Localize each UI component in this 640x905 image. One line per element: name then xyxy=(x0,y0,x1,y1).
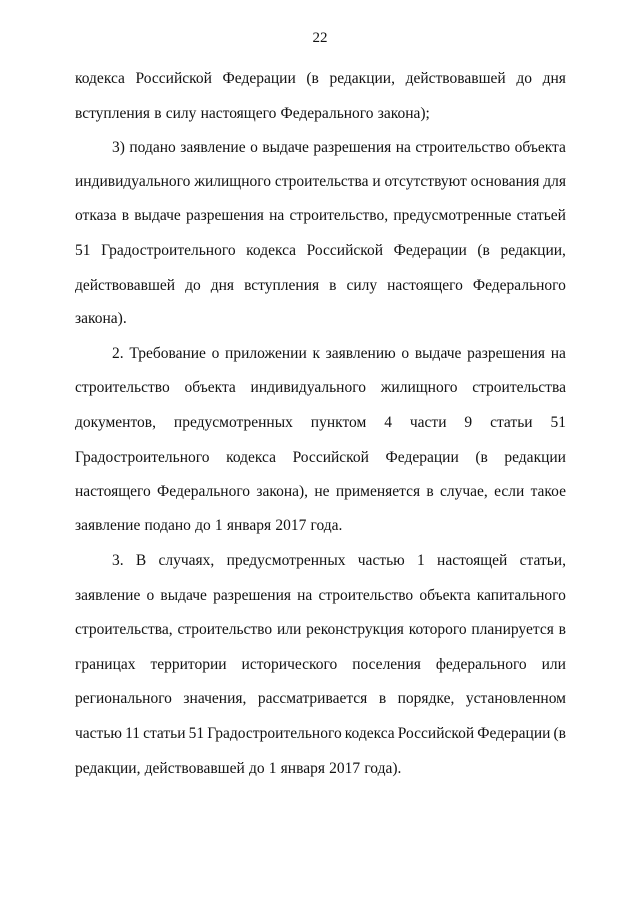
word: пунктом xyxy=(310,414,367,431)
word: на xyxy=(269,207,285,224)
word: частью xyxy=(357,552,405,569)
word: заявление xyxy=(75,517,141,534)
word: кодекса xyxy=(75,70,125,87)
word: 51 xyxy=(75,242,91,259)
word: Федерального xyxy=(280,105,374,122)
word: территории xyxy=(150,656,227,673)
word: капитального xyxy=(476,587,566,604)
word: Федерального xyxy=(472,277,566,294)
word: поселения xyxy=(352,656,421,673)
text-line xyxy=(75,204,566,228)
word: которого xyxy=(408,621,467,638)
word: исторического xyxy=(241,656,338,673)
word: января xyxy=(226,517,272,534)
word: жилищного xyxy=(194,173,271,190)
word: применяется xyxy=(335,483,421,500)
word: в xyxy=(426,483,434,500)
word: настоящего xyxy=(200,105,277,122)
word: или xyxy=(541,656,566,673)
word: силу xyxy=(165,105,197,122)
word: основания xyxy=(470,173,540,190)
word: Федерального xyxy=(157,483,251,500)
word: к xyxy=(312,345,320,362)
word: 2017 xyxy=(329,760,361,777)
word: строительство, xyxy=(289,207,389,224)
word: в xyxy=(378,690,387,707)
word: 9 xyxy=(464,414,473,431)
word: Федерации xyxy=(477,725,551,742)
word: Российской xyxy=(292,449,369,466)
word: января xyxy=(280,760,325,777)
word: значения, xyxy=(183,690,247,707)
word: закона), xyxy=(256,483,309,500)
text-line xyxy=(75,170,566,194)
word: для xyxy=(543,173,566,190)
word: 4 xyxy=(384,414,392,431)
word: случаях, xyxy=(158,552,215,569)
word: о xyxy=(401,345,410,362)
word: предусмотренных xyxy=(173,414,293,431)
word: года). xyxy=(364,760,402,777)
word: 51 xyxy=(188,725,205,742)
word: частью xyxy=(75,725,122,742)
word: документов, xyxy=(75,414,156,431)
text-line xyxy=(75,67,566,91)
text-line xyxy=(75,239,566,263)
word: дня xyxy=(210,277,235,294)
word: жилищного xyxy=(380,379,458,396)
word: установленном xyxy=(465,690,566,707)
word: кодекса xyxy=(226,449,276,466)
text-line xyxy=(75,102,566,126)
word: Градостроительного xyxy=(101,242,236,259)
word: статьи xyxy=(490,414,533,431)
word: (в xyxy=(306,70,319,87)
word: Градостроительного xyxy=(207,725,342,742)
word: выдаче xyxy=(262,139,309,156)
text-line xyxy=(75,411,566,435)
word: (в xyxy=(553,725,566,742)
word: статьи, xyxy=(519,552,566,569)
word: Федерации xyxy=(222,70,296,87)
word: заявлению xyxy=(325,345,396,362)
word: выдаче xyxy=(134,207,181,224)
text-line xyxy=(112,342,566,366)
text-line xyxy=(75,722,566,746)
word: статьей xyxy=(516,207,566,224)
word: в xyxy=(154,105,162,122)
word: Федерации xyxy=(385,449,459,466)
word: настоящей xyxy=(437,552,508,569)
text-line xyxy=(75,618,566,642)
word: не xyxy=(314,483,330,500)
word: объекта xyxy=(184,379,236,396)
word: настоящего xyxy=(75,483,151,500)
word: 3) xyxy=(112,139,125,156)
word: силу xyxy=(346,277,378,294)
text-line xyxy=(75,653,566,677)
word: разрешения xyxy=(467,345,545,362)
word: реконструкция xyxy=(306,621,404,638)
word: предусмотренные xyxy=(393,207,512,224)
word: объекта xyxy=(514,139,566,156)
word: строительство xyxy=(415,139,511,156)
text-line xyxy=(75,514,566,538)
word: случае, xyxy=(440,483,488,500)
word: кодекса xyxy=(344,725,395,742)
word: 1 xyxy=(268,760,277,777)
word: действовавшей xyxy=(75,277,176,294)
word: Градостроительного xyxy=(75,449,210,466)
word: регионального xyxy=(75,690,172,707)
text-line xyxy=(112,549,566,573)
word: на xyxy=(297,587,313,604)
word: 1 xyxy=(214,517,223,534)
word: статьи xyxy=(143,725,186,742)
word: рассматривается xyxy=(257,690,368,707)
word: Российской xyxy=(397,725,475,742)
word: 51 xyxy=(550,414,566,431)
word: и xyxy=(372,173,381,190)
word: дня xyxy=(542,70,566,87)
word: В xyxy=(135,552,147,569)
word: строительство xyxy=(75,379,170,396)
word: объекта xyxy=(419,587,471,604)
word: заявление xyxy=(180,139,246,156)
word: планируется xyxy=(471,621,554,638)
text-line xyxy=(75,376,566,400)
word: 2017 xyxy=(275,517,307,534)
text-line xyxy=(75,687,566,711)
word: Федерации xyxy=(393,242,467,259)
word: 2. xyxy=(112,345,124,362)
word: до xyxy=(185,277,201,294)
word: строительство xyxy=(177,621,273,638)
word: о xyxy=(211,345,220,362)
word: отсутствуют xyxy=(384,173,467,190)
word: о xyxy=(250,139,258,156)
word: настоящего xyxy=(387,277,463,294)
word: разрешения xyxy=(186,207,264,224)
page-number: 22 xyxy=(312,30,328,46)
text-line xyxy=(75,757,566,781)
word: закона); xyxy=(377,105,430,122)
word: заявление xyxy=(75,587,141,604)
word: 3. xyxy=(112,552,124,569)
word: редакции, xyxy=(75,760,141,777)
word: кодекса xyxy=(246,242,297,259)
word: Российской xyxy=(306,242,384,259)
word: отказа xyxy=(75,207,117,224)
word: вступления xyxy=(75,105,151,122)
text-line xyxy=(75,307,566,331)
word: в xyxy=(558,621,566,638)
word: 11 xyxy=(125,725,140,742)
word: строительство xyxy=(318,587,414,604)
word: редакции, xyxy=(329,70,395,87)
word: индивидуального xyxy=(250,379,366,396)
text-line xyxy=(75,274,566,298)
word: редакции, xyxy=(500,242,566,259)
word: выдаче xyxy=(160,587,207,604)
word: Требование xyxy=(129,345,206,362)
word: (в xyxy=(475,449,488,466)
word: приложении xyxy=(225,345,307,362)
word: Российской xyxy=(135,70,212,87)
word: строительства xyxy=(472,379,566,396)
word: границах xyxy=(75,656,136,673)
word: вступления xyxy=(244,277,320,294)
word: предусмотренных xyxy=(226,552,346,569)
word: редакции xyxy=(504,449,566,466)
word: порядке, xyxy=(397,690,455,707)
word: индивидуального xyxy=(75,173,191,190)
text-line xyxy=(75,584,566,608)
word: подано xyxy=(144,517,191,534)
text-line xyxy=(112,136,566,160)
word: закона). xyxy=(75,310,127,327)
word: (в xyxy=(477,242,490,259)
word: строительства xyxy=(274,173,369,190)
word: действовавшей xyxy=(405,70,506,87)
word: о xyxy=(146,587,155,604)
word: на xyxy=(550,345,566,362)
word: федерального xyxy=(435,656,527,673)
word: на xyxy=(395,139,411,156)
word: года. xyxy=(310,517,343,534)
word: разрешения xyxy=(313,139,392,156)
word: разрешения xyxy=(213,587,291,604)
word: 1 xyxy=(417,552,425,569)
word: действовавшей xyxy=(144,760,245,777)
word: подано xyxy=(129,139,176,156)
word: в xyxy=(121,207,130,224)
word: если xyxy=(494,483,525,500)
word: до xyxy=(195,517,211,534)
text-line xyxy=(75,480,566,504)
word: в xyxy=(329,277,337,294)
word: выдаче xyxy=(414,345,462,362)
word: или xyxy=(276,621,302,638)
word: такое xyxy=(530,483,566,500)
word: до xyxy=(248,760,265,777)
text-line xyxy=(75,446,566,470)
word: строительства, xyxy=(75,621,173,638)
word: части xyxy=(409,414,447,431)
word: до xyxy=(516,70,532,87)
